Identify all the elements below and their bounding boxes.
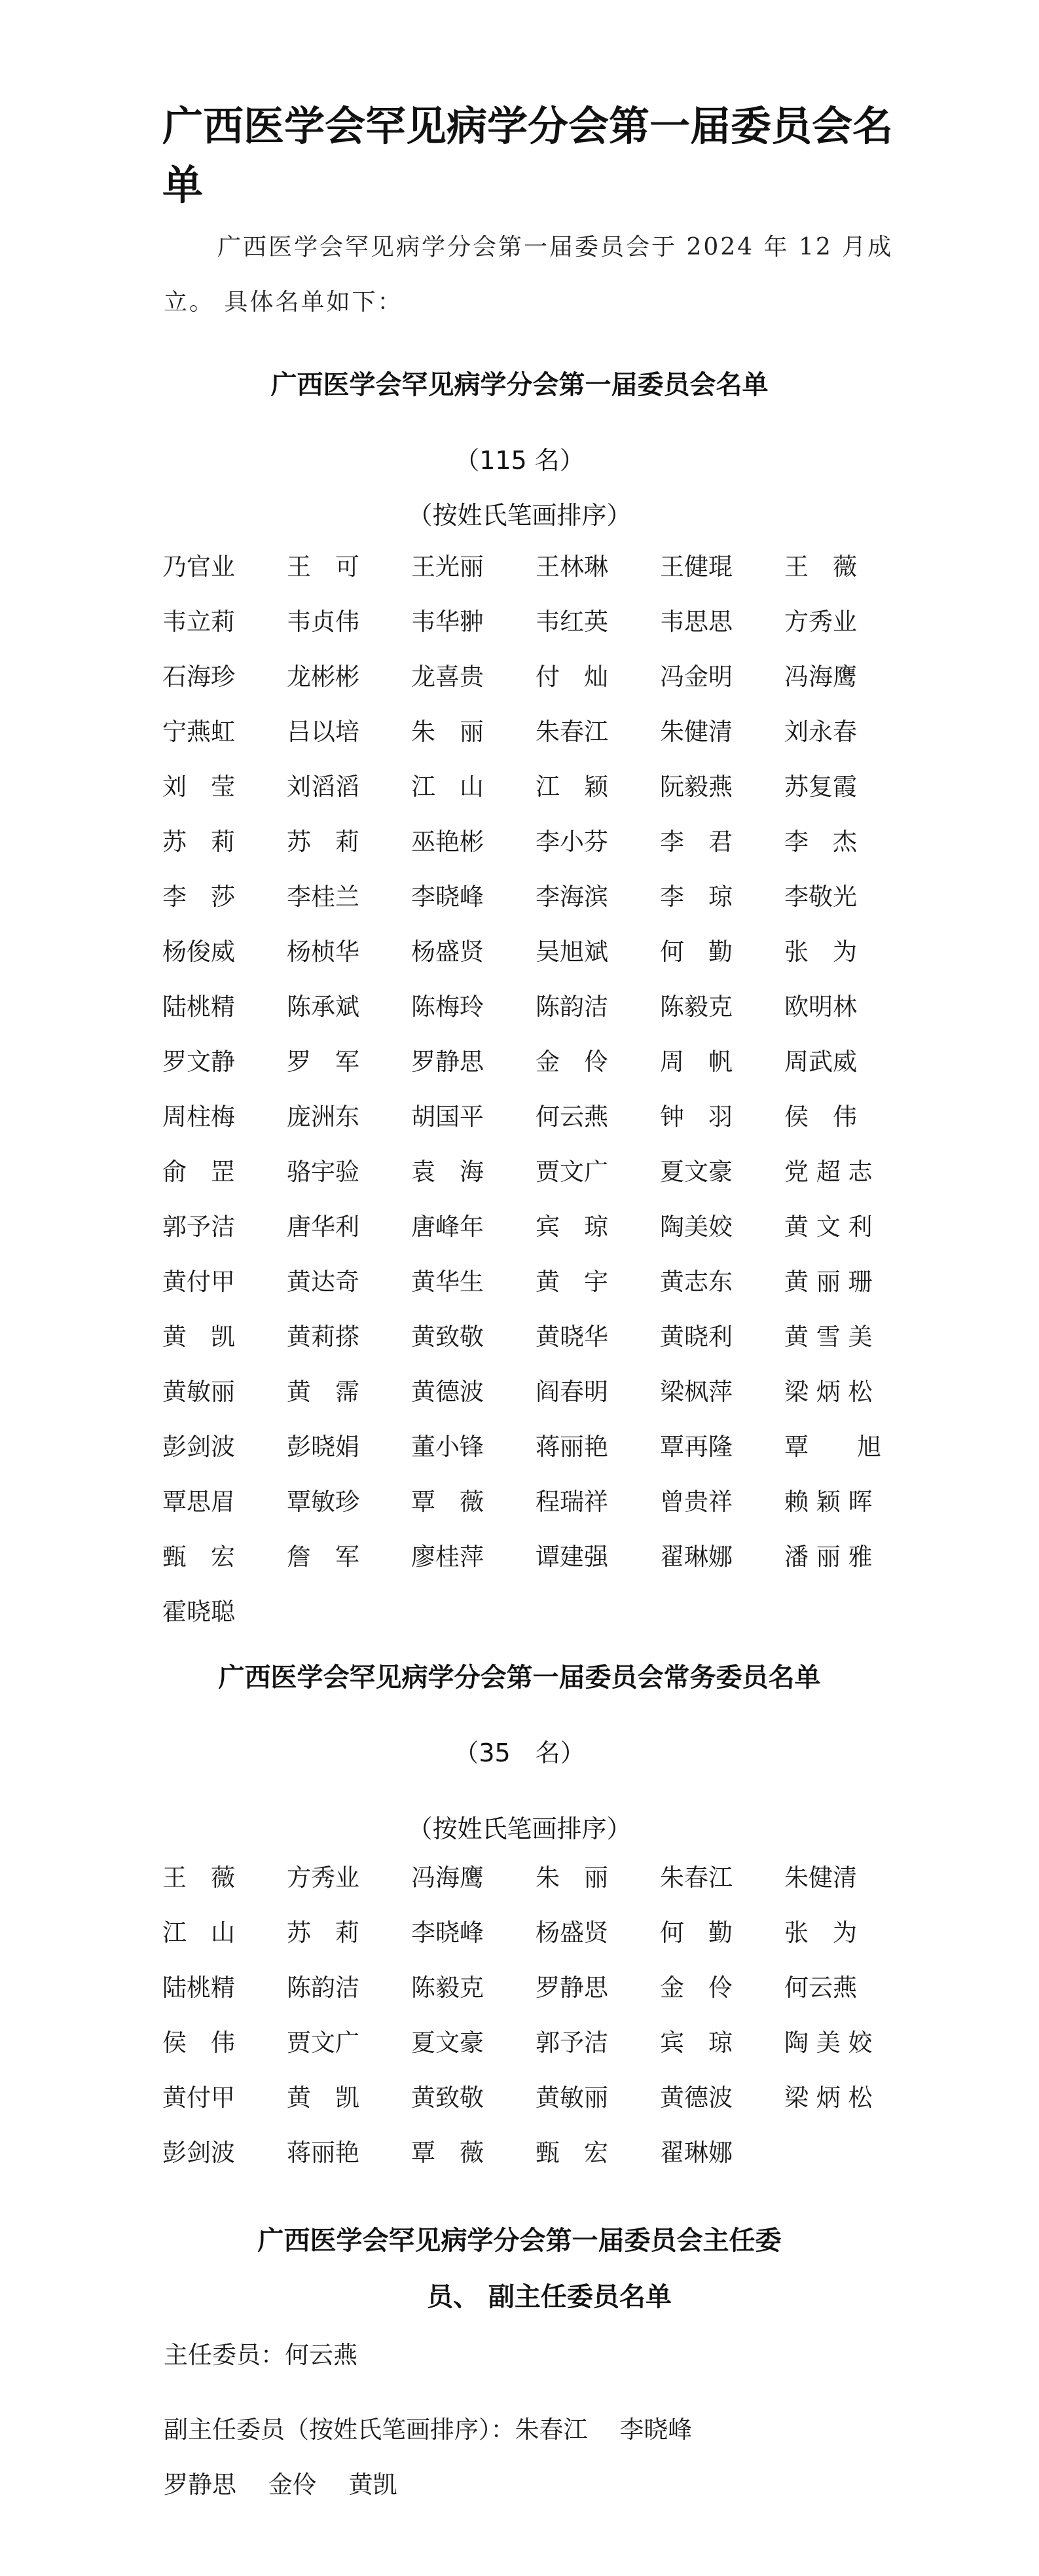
member-name: 朱健清 [784, 1864, 857, 1892]
name-row [162, 712, 909, 752]
member-name: 詹 军 [287, 1543, 359, 1571]
standing-count: （35 名） [454, 1739, 585, 1767]
member-name: 金 伶 [536, 1048, 608, 1076]
name-row [162, 767, 909, 807]
member-name: 阎春明 [536, 1378, 608, 1406]
name-row [162, 2133, 909, 2173]
member-name: 陈韵洁 [536, 993, 608, 1021]
member-name: 朱春江 [660, 1864, 733, 1892]
member-name: 黄德波 [660, 2084, 733, 2112]
member-name: 黄达奇 [287, 1268, 359, 1296]
member-name: 王健琨 [660, 553, 733, 581]
member-name: 梁 炳 松 [784, 1378, 873, 1406]
member-name: 黄 丽 珊 [784, 1268, 873, 1296]
member-name: 周武威 [784, 1048, 857, 1076]
member-name: 陶 美 姣 [784, 2029, 873, 2057]
member-name: 覃 薇 [411, 1488, 484, 1516]
member-name: 黄 文 利 [784, 1213, 873, 1241]
member-name: 黄晓利 [660, 1323, 733, 1351]
member-name: 冯金明 [660, 663, 733, 691]
member-name: 黄莉搽 [287, 1323, 359, 1351]
member-name: 甄 宏 [162, 1543, 235, 1571]
member-name: 夏文豪 [411, 2029, 484, 2057]
member-name: 周 帆 [660, 1048, 733, 1076]
member-name: 杨盛贤 [536, 1919, 608, 1947]
member-name: 唐华利 [287, 1213, 359, 1241]
member-name: 黄 凯 [287, 2084, 359, 2112]
name-row [162, 547, 909, 587]
member-name: 侯 伟 [162, 2029, 235, 2057]
member-name: 梁 炳 松 [784, 2084, 873, 2112]
member-name: 苏 莉 [287, 1919, 359, 1947]
committee-count: （115 名） [454, 446, 585, 475]
member-name: 夏文豪 [660, 1158, 733, 1186]
member-name: 黄付甲 [162, 2084, 235, 2112]
member-name: 巫艳彬 [411, 828, 484, 856]
member-name: 龙彬彬 [287, 663, 359, 691]
member-name: 黄晓华 [536, 1323, 608, 1351]
committee-order-note: （按姓氏笔画排序） [407, 501, 632, 530]
member-name: 江 颖 [536, 773, 608, 801]
member-name: 欧明林 [784, 993, 857, 1021]
member-name: 陶美姣 [660, 1213, 733, 1241]
member-name: 韦贞伟 [287, 608, 359, 636]
member-name: 李晓峰 [411, 883, 484, 911]
member-name: 乃官业 [162, 553, 235, 581]
name-row [162, 1427, 909, 1467]
member-name: 江 山 [411, 773, 484, 801]
member-name: 侯 伟 [784, 1103, 857, 1131]
member-name: 黄华生 [411, 1268, 484, 1296]
member-name: 李 琼 [660, 883, 733, 911]
member-name: 潘 丽 雅 [784, 1543, 873, 1571]
member-name: 李 莎 [162, 883, 235, 911]
member-name: 廖桂萍 [411, 1543, 484, 1571]
member-name: 周柱梅 [162, 1103, 235, 1131]
standing-order-note: （按姓氏笔画排序） [407, 1814, 632, 1843]
member-name: 蒋丽艳 [536, 1433, 608, 1461]
member-name: 黄敏丽 [162, 1378, 235, 1406]
member-name: 冯海鹰 [784, 663, 857, 691]
member-name: 杨俊威 [162, 938, 235, 966]
member-name: 付 灿 [536, 663, 608, 691]
name-row [162, 1372, 909, 1412]
member-name: 覃敏珍 [287, 1488, 359, 1516]
member-name: 郭予洁 [162, 1213, 235, 1241]
name-row [162, 1968, 909, 2008]
name-row [162, 1042, 909, 1082]
member-name: 董小锋 [411, 1433, 484, 1461]
member-name: 贾文广 [287, 2029, 359, 2057]
name-row [162, 1858, 909, 1898]
document-title: 广西医学会罕见病学分会第一届委员会名单 [162, 102, 894, 209]
member-name: 苏复霞 [784, 773, 857, 801]
member-name: 黄 宇 [536, 1268, 608, 1296]
member-name: 胡国平 [411, 1103, 484, 1131]
member-name: 罗 军 [287, 1048, 359, 1076]
member-name: 苏 莉 [162, 828, 235, 856]
name-row [162, 1592, 909, 1632]
name-row [162, 1207, 909, 1247]
member-name: 甄 宏 [536, 2139, 608, 2167]
member-name: 李敬光 [784, 883, 857, 911]
member-name: 陈毅克 [660, 993, 733, 1021]
member-name: 覃思眉 [162, 1488, 235, 1516]
member-name: 黄德波 [411, 1378, 484, 1406]
name-row [162, 932, 909, 972]
member-name: 王 薇 [162, 1864, 235, 1892]
member-name: 龙喜贵 [411, 663, 484, 691]
member-name: 杨桢华 [287, 938, 359, 966]
member-name: 袁 海 [411, 1158, 484, 1186]
member-name: 朱健清 [660, 718, 733, 746]
member-name: 黄致敬 [411, 1323, 484, 1351]
intro-paragraph: 广西医学会罕见病学分会第一届委员会于 2024 年 12 月成立。 具体名单如下： [164, 234, 894, 316]
member-name: 陆桃精 [162, 1974, 235, 2002]
member-name: 王 薇 [784, 553, 857, 581]
member-name: 蒋丽艳 [287, 2139, 359, 2167]
member-name: 何 勤 [660, 938, 733, 966]
member-name: 曾贵祥 [660, 1488, 733, 1516]
member-name: 谭建强 [536, 1543, 608, 1571]
member-name: 朱 丽 [536, 1864, 608, 1892]
director-line: 主任委员：何云燕 [164, 2341, 357, 2369]
member-name: 宾 琼 [536, 1213, 608, 1241]
member-name: 朱 丽 [411, 718, 484, 746]
member-name: 王光丽 [411, 553, 484, 581]
member-name: 庞洲东 [287, 1103, 359, 1131]
member-name: 俞 罡 [162, 1158, 235, 1186]
member-name: 梁枫萍 [660, 1378, 733, 1406]
member-name: 陈承斌 [287, 993, 359, 1021]
name-row [162, 1097, 909, 1137]
member-name: 钟 羽 [660, 1103, 733, 1131]
name-row [162, 822, 909, 862]
member-name: 彭晓娟 [287, 1433, 359, 1461]
leaders-title-line2: 员、 副主任委员名单 [427, 2282, 672, 2312]
member-name: 黄 凯 [162, 1323, 235, 1351]
member-name: 宾 琼 [660, 2029, 733, 2057]
member-name: 李桂兰 [287, 883, 359, 911]
member-name: 黄 雪 美 [784, 1323, 873, 1351]
member-name: 彭剑波 [162, 1433, 235, 1461]
leaders-title-line1: 广西医学会罕见病学分会第一届委员会主任委 [257, 2226, 782, 2256]
member-name: 党 超 志 [784, 1158, 873, 1186]
deputy-line-2: 罗静思 金伶 黄凯 [164, 2471, 397, 2499]
member-name: 唐峰年 [411, 1213, 484, 1241]
name-row [162, 657, 909, 697]
name-row [162, 1262, 909, 1302]
member-name: 郭予洁 [536, 2029, 608, 2057]
member-name: 黄志东 [660, 1268, 733, 1296]
member-name: 贾文广 [536, 1158, 608, 1186]
member-name: 朱春江 [536, 718, 608, 746]
member-name: 江 山 [162, 1919, 235, 1947]
member-name: 陈梅玲 [411, 993, 484, 1021]
member-name: 覃 旭 [784, 1433, 881, 1461]
member-name: 李 君 [660, 828, 733, 856]
name-row [162, 2023, 909, 2063]
member-name: 李海滨 [536, 883, 608, 911]
member-name: 罗静思 [411, 1048, 484, 1076]
member-name: 刘滔滔 [287, 773, 359, 801]
name-row [162, 1317, 909, 1357]
member-name: 何云燕 [536, 1103, 608, 1131]
member-name: 王 可 [287, 553, 359, 581]
member-name: 陆桃精 [162, 993, 235, 1021]
member-name: 韦华翀 [411, 608, 484, 636]
member-name: 何 勤 [660, 1919, 733, 1947]
member-name: 翟琳娜 [660, 2139, 733, 2167]
member-name: 韦立莉 [162, 608, 235, 636]
member-name: 张 为 [784, 938, 857, 966]
name-row [162, 602, 909, 642]
member-name: 方秀业 [784, 608, 857, 636]
member-name: 方秀业 [287, 1864, 359, 1892]
member-name: 冯海鹰 [411, 1864, 484, 1892]
member-name: 杨盛贤 [411, 938, 484, 966]
name-row [162, 1482, 909, 1522]
member-name: 石海珍 [162, 663, 235, 691]
committee-list-title: 广西医学会罕见病学分会第一届委员会名单 [270, 370, 769, 400]
member-name: 刘 莹 [162, 773, 235, 801]
member-name: 黄敏丽 [536, 2084, 608, 2112]
member-name: 翟琳娜 [660, 1543, 733, 1571]
member-name: 罗文静 [162, 1048, 235, 1076]
deputy-line-1: 副主任委员（按姓氏笔画排序）：朱春江 李晓峰 [164, 2416, 693, 2444]
member-name: 苏 莉 [287, 828, 359, 856]
member-name: 覃 薇 [411, 2139, 484, 2167]
member-name: 金 伶 [660, 1974, 733, 2002]
member-name: 彭剑波 [162, 2139, 235, 2167]
member-name: 阮毅燕 [660, 773, 733, 801]
member-name: 李 杰 [784, 828, 857, 856]
member-name: 陈韵洁 [287, 1974, 359, 2002]
member-name: 韦思思 [660, 608, 733, 636]
member-name: 霍晓聪 [162, 1598, 235, 1626]
name-row [162, 2078, 909, 2118]
name-row [162, 1537, 909, 1577]
member-name: 程瑞祥 [536, 1488, 608, 1516]
name-row [162, 877, 909, 917]
name-row [162, 1913, 909, 1953]
member-name: 骆宇验 [287, 1158, 359, 1186]
member-name: 刘永春 [784, 718, 857, 746]
member-name: 吴旭斌 [536, 938, 608, 966]
standing-list-title: 广西医学会罕见病学分会第一届委员会常务委员名单 [218, 1663, 821, 1693]
member-name: 赖 颖 晖 [784, 1488, 873, 1516]
member-name: 覃再隆 [660, 1433, 733, 1461]
member-name: 陈毅克 [411, 1974, 484, 2002]
member-name: 黄 霈 [287, 1378, 359, 1406]
member-name: 何云燕 [784, 1974, 857, 2002]
member-name: 李晓峰 [411, 1919, 484, 1947]
member-name: 吕以培 [287, 718, 359, 746]
member-name: 黄付甲 [162, 1268, 235, 1296]
name-row [162, 987, 909, 1027]
member-name: 黄致敬 [411, 2084, 484, 2112]
member-name: 王林琳 [536, 553, 608, 581]
member-name: 张 为 [784, 1919, 857, 1947]
member-name: 罗静思 [536, 1974, 608, 2002]
member-name: 李小芬 [536, 828, 608, 856]
name-row [162, 1152, 909, 1192]
member-name: 宁燕虹 [162, 718, 235, 746]
member-name: 韦红英 [536, 608, 608, 636]
